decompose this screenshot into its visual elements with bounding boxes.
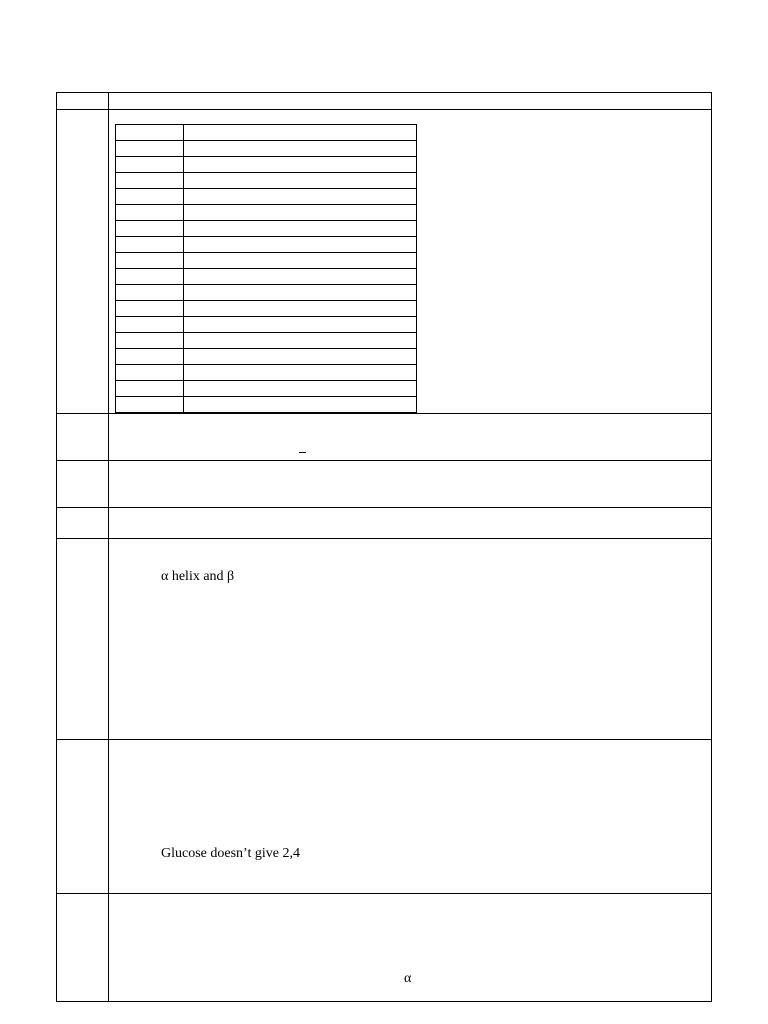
alpha-symbol-text: α	[404, 971, 412, 986]
nested-grid-row-divider	[116, 332, 416, 333]
table-column-divider	[108, 93, 109, 1001]
protein-structure-text: α helix and β	[161, 569, 235, 584]
nested-grid-row-divider	[116, 172, 416, 173]
table-row-divider	[57, 739, 711, 740]
nested-grid-row-divider	[116, 204, 416, 205]
table-row-divider	[57, 507, 711, 508]
nested-grid-row-divider	[116, 268, 416, 269]
nested-grid-row-divider	[116, 156, 416, 157]
table-row-divider	[57, 538, 711, 539]
table-row-divider	[57, 893, 711, 894]
nested-grid-row-divider	[116, 252, 416, 253]
nested-grid-row-divider	[116, 220, 416, 221]
nested-grid-row-divider	[116, 396, 416, 397]
underscore-mark	[299, 452, 306, 453]
nested-grid-row-divider	[116, 236, 416, 237]
nested-grid-row-divider	[116, 140, 416, 141]
nested-grid-row-divider	[116, 380, 416, 381]
nested-grid-table	[115, 124, 417, 413]
nested-grid-row-divider	[116, 348, 416, 349]
table-row-divider	[57, 413, 711, 414]
glucose-test-text: Glucose doesn’t give 2,4	[161, 846, 300, 861]
table-row-divider	[57, 460, 711, 461]
nested-grid-row-divider	[116, 364, 416, 365]
nested-grid-row-divider	[116, 316, 416, 317]
nested-grid-row-divider	[116, 188, 416, 189]
nested-grid-row-divider	[116, 284, 416, 285]
table-row-divider	[57, 109, 711, 110]
nested-grid-row-divider	[116, 300, 416, 301]
